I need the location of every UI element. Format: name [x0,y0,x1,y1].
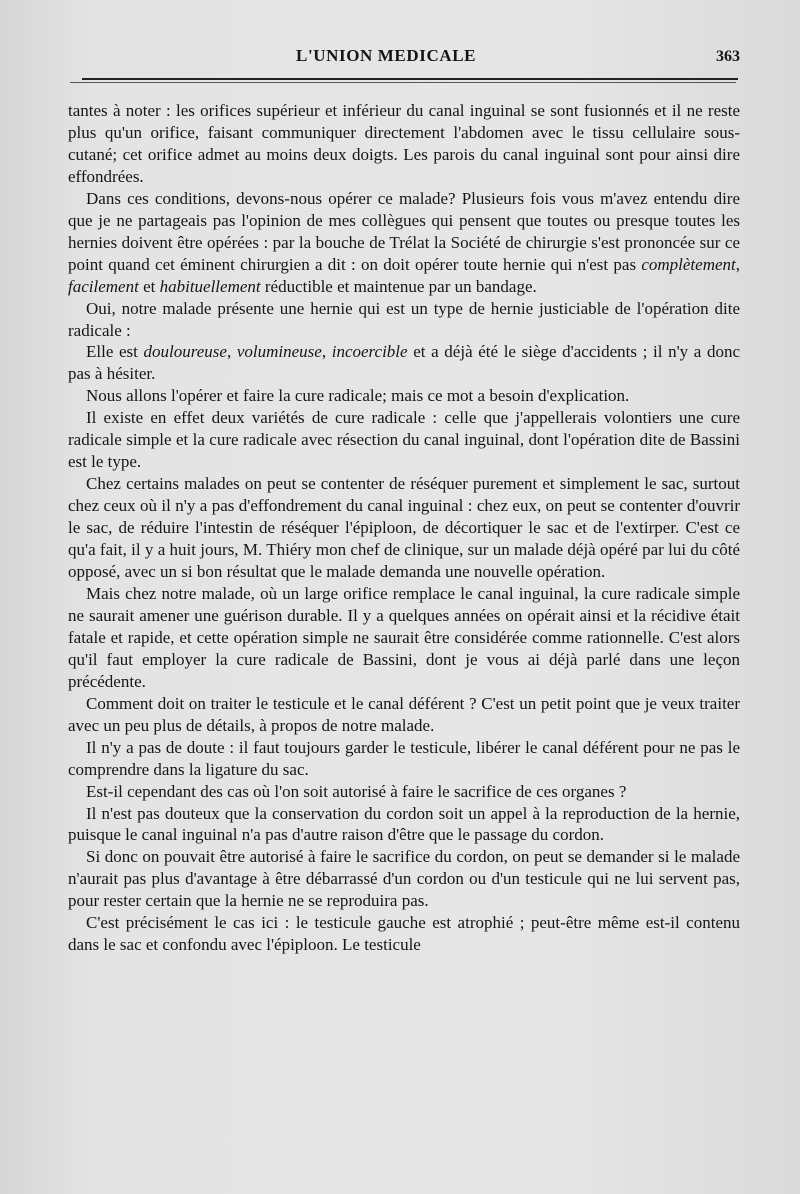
page-header [60,44,760,74]
text-run: Il existe en effet deux variétés de cure radicale : celle que j'appellerais volontiers une cure radicale simple et la cure radicale avec résection du canal inguinal, dont l'opération dite de Bassini est le type. [68,408,740,472]
paragraph [68,912,740,956]
paragraph [68,583,740,693]
italic-text: habituellement [159,276,261,296]
text-run: Est-il cependant des cas où l'on soit autorisé à faire le sacrifice de ces organes ? [86,781,627,801]
paragraph [68,473,740,583]
italic-text: incoercible [331,342,408,362]
paragraph [68,100,740,188]
text-run: , [321,342,332,362]
paragraph [68,781,740,803]
italic-text: facilement [68,276,139,296]
text-run: Comment doit on traiter le testicule et le canal déférent ? C'est un petit point que je veux traiter avec un peu plus de détails, à propos de notre malade. [68,693,740,735]
italic-text: complètement [641,254,736,274]
text-run: Nous allons l'opérer et faire la cure radicale; mais ce mot a besoin d'explication. [86,386,630,406]
paragraph [68,803,740,847]
paragraph [68,341,740,385]
text-run: , [735,254,740,274]
text-run: et a déjà été le siège d'accidents ; il n'y a donc pas à hésiter. [68,342,741,384]
text-run: tantes à noter : les orifices supérieur et inférieur du canal inguinal se sont fusionnés et il ne reste plus qu'un orifice, faisant communiquer directement l'abdomen avec le tissu cellulaire sous-cutané; cet orifice admet au moins deux doigts. Les parois du canal inguinal sont pour ainsi dire effondrées. [68,101,740,186]
text-run: Chez certains malades on peut se contenter de réséquer purement et simplement le sac, surtout chez ceux où il n'y a pas d'effondrement du canal inguinal : chez eux, on peut se contenter d'ouvrir le sac, de réduire l'intestin de réséquer l'épiploon, de décortiquer le sac et de l'extirper. C'est ce qu'a fait, il y a huit jours, M. Thiéry mon chef de clinique, sur un malade déjà opéré par lui du côté opposé, avec un si bon résultat que le malade demanda une nouvelle opération. [68,474,740,582]
text-run: réductible et maintenue par un bandage. [260,276,537,296]
paragraph [68,693,740,737]
text-run: , [226,342,237,362]
paragraph [68,737,740,781]
italic-text: douloureuse [143,342,227,362]
text-run: et [138,276,160,296]
paragraph [68,188,740,298]
text-run: Il n'est pas douteux que la conservation du cordon soit un appel à la reproduction de la hernie, puisque le canal inguinal n'a pas d'autre raison d'être que le passage du cordon. [68,803,740,845]
text-run: Mais chez notre malade, où un large orifice remplace le canal inguinal, la cure radicale simple ne saurait amener une guérison durable. Il y a quelques années on opérait ainsi et la récidive était fatale et rapide, et cette opération simple ne saurait être considérée comme rationnelle. C'est alors qu'il faut employer la cure radicale de Bassini, dont je vous ai déjà parlé dans une leçon précédente. [68,583,740,691]
header-rule-thin [70,82,736,83]
text-run: Il n'y a pas de doute : il faut toujours garder le testicule, libérer le canal déférent pour ne pas le comprendre dans la ligature du sac. [68,737,740,779]
italic-text: volumineuse [236,342,322,362]
paragraph [68,407,740,473]
body-text [68,100,740,956]
header-rule [82,78,738,80]
text-run: C'est précisément le cas ici : le testicule gauche est atrophié ; peut-être même est-il contenu dans le sac et confondu avec l'épiploon. Le testicule [68,913,740,955]
paragraph [68,298,740,342]
paragraph [68,846,740,912]
paragraph [68,385,740,407]
page-number: 363 [716,48,740,65]
text-run: Elle est [86,342,144,362]
text-run: Dans ces conditions, devons-nous opérer ce malade? Plusieurs fois vous m'avez entendu dire que je ne partageais pas l'opinion de mes collègues qui pensent que toutes ou presque toutes les hernies doivent être opérées : par la bouche de Trélat la Société de chirurgie s'est prononcée sur ce point quand cet éminent chirurgien a dit : on doit opérer toute hernie qui n'est pas [68,188,740,274]
text-run: Si donc on pouvait être autorisé à faire le sacrifice du cordon, on peut se demander si le malade n'aurait pas plus d'avantage à être débarrassé d'un cordon ou d'un testicule qui ne lui servent pas, pour rester certain que la hernie ne se reproduira pas. [68,847,740,911]
running-title: L'UNION MEDICALE [296,46,477,65]
text-run: Oui, notre malade présente une hernie qui est un type de hernie justiciable de l'opération dite radicale : [68,298,740,340]
